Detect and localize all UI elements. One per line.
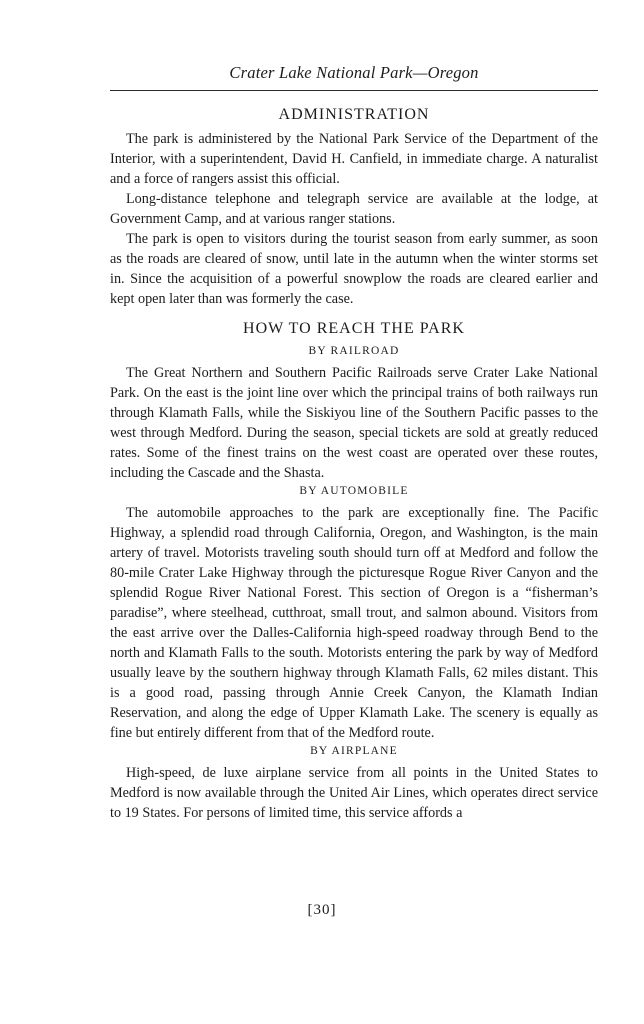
airplane-heading: BY AIRPLANE [310,745,398,757]
administration-paragraph: Long-distance telephone and telegraph service are available at the lodge, at Government Camp, and at various ranger stations. [110,191,598,227]
administration-paragraph: The park is open to visitors during the tourist season from early summer, as soon as the roads are cleared of snow, until late in the autumn when the winter storms set in. Since the acquisition of a powerful snowplow the roads are cleared earlier and kept open later than was formerly the case. [110,231,598,307]
railroad-paragraph: The Great Northern and Southern Pacific Railroads serve Crater Lake National Park. On the east is the joint line over which the principal trains of both railways run through Klamath Falls, while the Siskiyou line of the Southern Pacific passes to the west through Medford. During the season, special tickets are sold at greatly reduced rates. Some of the finest trains on the west coast are operated over these routes, including the Cascade and the Shasta. [110,365,598,481]
railroad-heading: BY RAILROAD [308,345,400,357]
automobile-heading: BY AUTOMOBILE [299,485,409,497]
administration-section [110,105,598,309]
page-number: [30] [307,902,337,918]
running-head: Crater Lake National Park—Oregon [110,62,598,91]
administration-heading: ADMINISTRATION [278,106,430,123]
how-to-reach-heading: HOW TO REACH THE PARK [243,320,465,337]
page-body [110,62,598,823]
airplane-paragraph: High-speed, de luxe airplane service from all points in the United States to Medford is now available through the United Air Lines, which operates direct service to 19 States. For persons of limited time, this service affords a [110,765,598,821]
administration-paragraph: The park is administered by the National Park Service of the Department of the Interior, with a superintendent, David H. Canfield, in immediate charge. A naturalist and a force of rangers assist this official. [110,131,598,187]
automobile-paragraph: The automobile approaches to the park are exceptionally fine. The Pacific Highway, a splendid road through California, Oregon, and Washington, is the main artery of travel. Motorists traveling south should turn off at Medford and follow the 80-mile Crater Lake Highway through the picturesque Rogue River Canyon and the splendid Rogue River National Forest. This section of Oregon is a “fisherman’s paradise”, where steelhead, cutthroat, small trout, and salmon abound. Visitors from the east arrive over the Dalles-California high-speed roadway through Bend to the north and Klamath Falls to the south. Motorists entering the park by way of Medford usually leave by the southern highway through Klamath Falls, 62 miles distant. This is a good road, passing through Annie Creek Canyon, the Klamath Indian Reservation, and along the edge of Upper Klamath Lake. The scenery is equally as fine but entirely different from that of the Medford route. [110,505,598,741]
how-to-reach-section [110,319,598,823]
